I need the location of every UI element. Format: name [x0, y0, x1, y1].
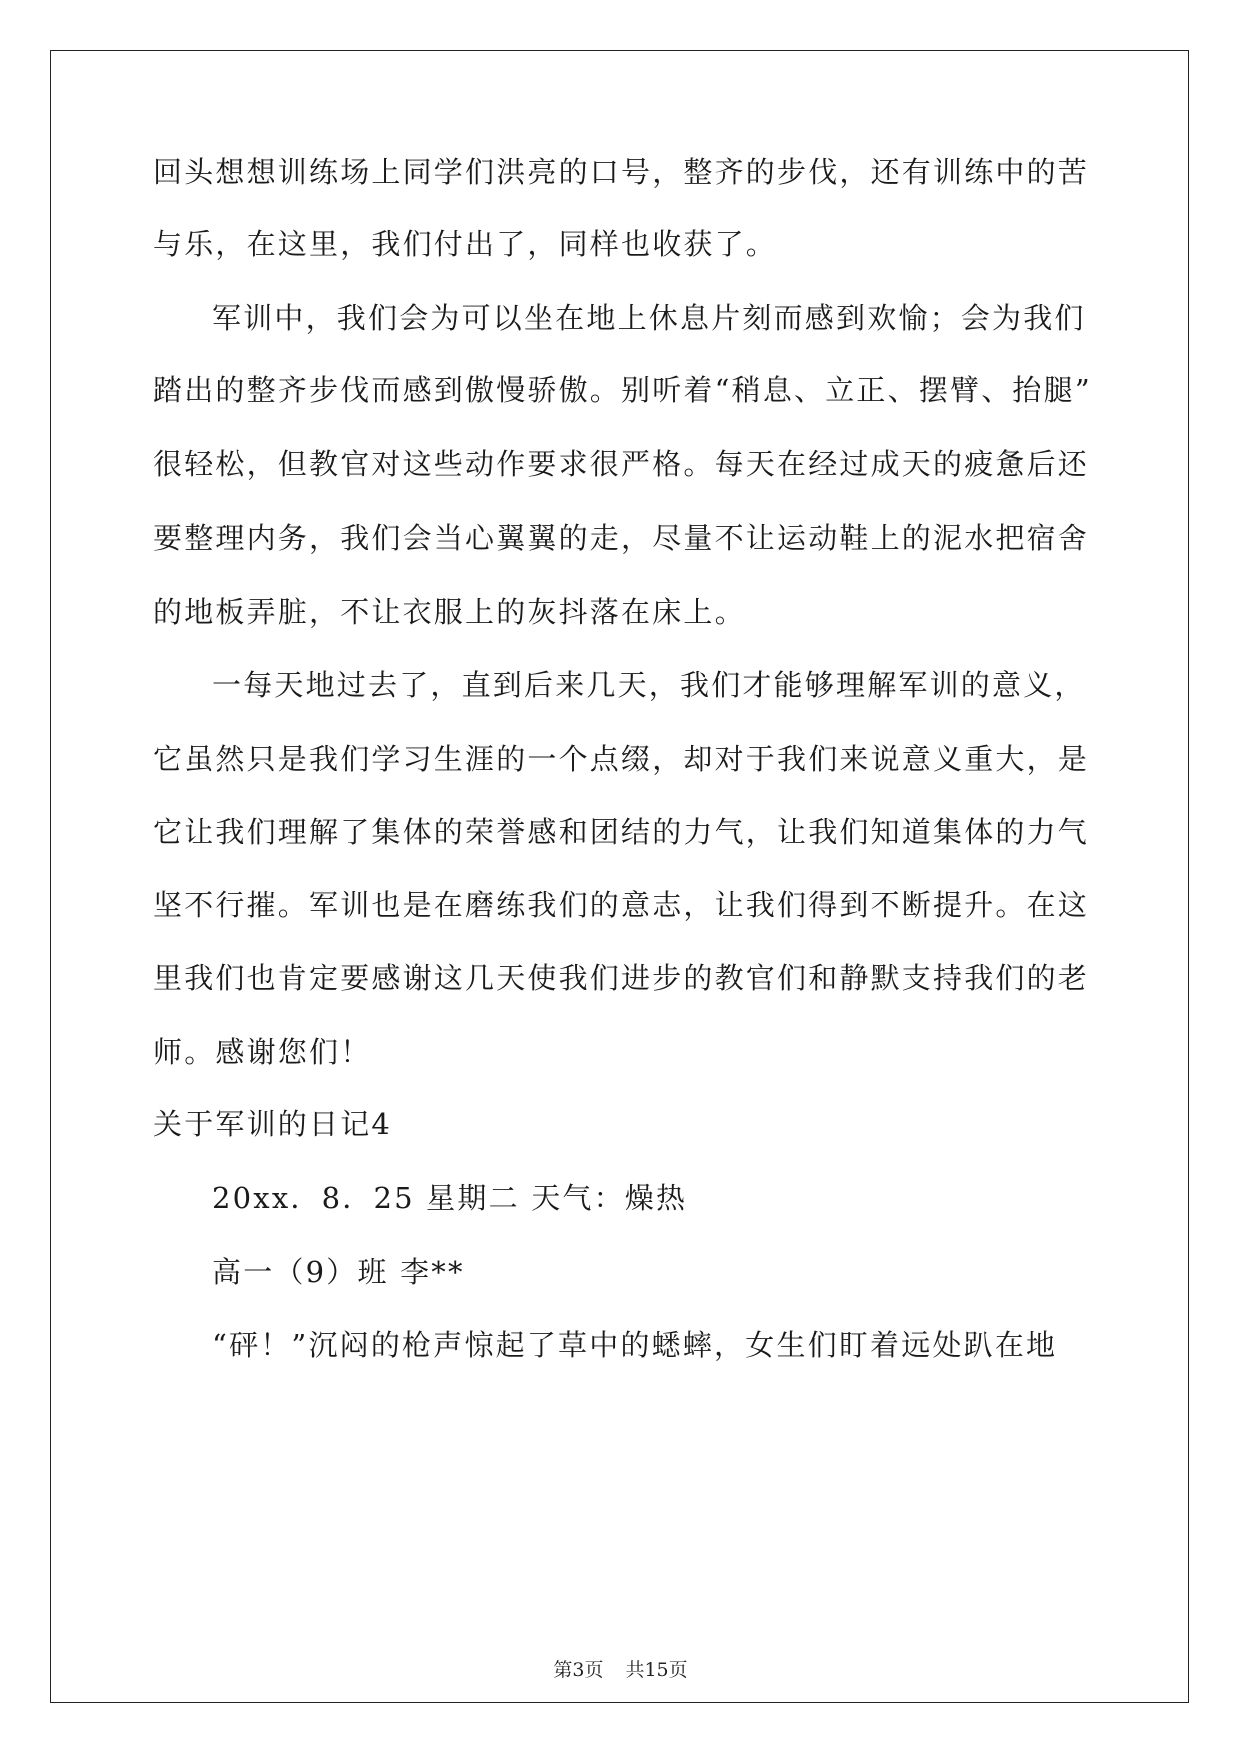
text-line: 与乐，在这里，我们付出了，同样也收获了。: [153, 227, 778, 261]
text-line: 坚不行摧。军训也是在磨练我们的意志，让我们得到不断提升。在这: [153, 888, 1090, 922]
page-footer: [0, 1655, 1241, 1682]
text-line: 它让我们理解了集体的荣誉感和团结的力气，让我们知道集体的力气: [153, 815, 1090, 849]
text-line: 很轻松，但教官对这些动作要求很严格。每天在经过成天的疲惫后还: [153, 447, 1090, 481]
section-heading: 关于军训的日记4: [153, 1107, 393, 1141]
text-line: 要整理内务，我们会当心翼翼的走，尽量不让运动鞋上的泥水把宿舍: [153, 521, 1090, 555]
text-line: 回头想想训练场上同学们洪亮的口号，整齐的步伐，还有训练中的苦: [153, 155, 1090, 189]
text-line: 它虽然只是我们学习生涯的一个点缀，却对于我们来说意义重大，是: [153, 742, 1090, 776]
text-line: 踏出的整齐步伐而感到傲慢骄傲。别听着“稍息、立正、摆臂、抬腿”: [153, 373, 1092, 407]
page-number: 第3页: [553, 1659, 604, 1681]
paragraph-start: 一每天地过去了，直到后来几天，我们才能够理解军训的意义，: [212, 668, 1086, 702]
page-total: 共15页: [625, 1659, 688, 1681]
text-line: 里我们也肯定要感谢这几天使我们进步的教官们和静默支持我们的老: [153, 961, 1090, 995]
paragraph-start: “砰！”沉闷的枪声惊起了草中的蟋蟀，女生们盯着远处趴在地: [212, 1328, 1058, 1362]
paragraph-start: 军训中，我们会为可以坐在地上休息片刻而感到欢愉；会为我们: [212, 301, 1086, 335]
text-line: 的地板弄脏，不让衣服上的灰抖落在床上。: [153, 595, 746, 629]
author-line: 高一（9）班 李**: [212, 1255, 465, 1289]
date-weather-line: 20xx．8．25 星期二 天气：燥热: [212, 1181, 688, 1215]
text-line: 师。感谢您们！: [153, 1035, 372, 1069]
